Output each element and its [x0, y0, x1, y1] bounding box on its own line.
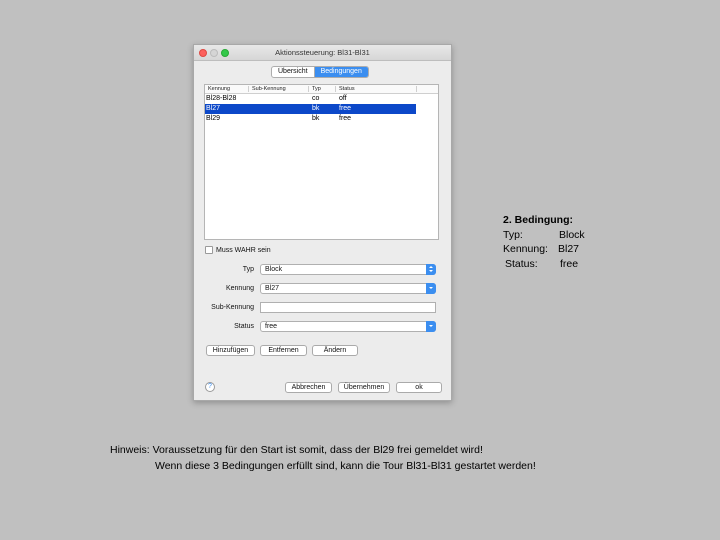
tab-uebersicht[interactable]: Übersicht: [278, 68, 308, 75]
help-icon[interactable]: ?: [205, 382, 215, 392]
tab-bar: [271, 66, 369, 78]
chevron-down-icon: [426, 321, 436, 332]
action-control-window: [193, 44, 452, 401]
annotation-heading: 2. Bedingung:: [503, 214, 573, 226]
annotation-row-typ: [503, 228, 585, 244]
column-divider: [248, 86, 249, 92]
annotation-key: Kennung:: [503, 243, 548, 255]
cell-typ: bk: [312, 105, 320, 112]
column-header-kennung[interactable]: Kennung: [208, 86, 231, 92]
apply-button[interactable]: Übernehmen: [338, 382, 390, 393]
window-titlebar: [194, 45, 451, 61]
table-row[interactable]: [205, 114, 438, 124]
tab-bedingungen[interactable]: Bedingungen: [314, 67, 368, 77]
status-select-value: free: [265, 323, 278, 330]
cancel-button[interactable]: Abbrechen: [285, 382, 332, 393]
column-header-typ[interactable]: Typ: [312, 86, 321, 92]
cell-status: off: [339, 95, 347, 102]
cell-status: free: [339, 105, 352, 112]
annotation-key: Status:: [505, 257, 538, 270]
cell-kennung: Bl27: [206, 105, 221, 112]
kennung-select-value: Bl27: [265, 285, 280, 292]
column-divider: [308, 86, 309, 92]
cell-status: free: [339, 115, 352, 122]
typ-label: Typ: [242, 266, 254, 273]
status-label: Status: [234, 323, 254, 330]
annotation-key: Typ:: [503, 228, 523, 241]
hint-line-1: Hinweis: Voraussetzung für den Start ist somit, dass der Bl29 frei gemeldet wird!: [110, 444, 483, 456]
must-be-true-label: Muss WAHR sein: [216, 246, 271, 254]
conditions-table[interactable]: [204, 84, 439, 240]
cell-typ: bk: [312, 115, 320, 122]
typ-select-value: Block: [265, 266, 283, 273]
must-be-true-row: [205, 246, 271, 254]
kennung-select[interactable]: [260, 283, 436, 294]
column-divider: [416, 86, 417, 92]
selection-highlight: [205, 104, 416, 114]
table-row-selected[interactable]: [205, 104, 438, 114]
annotation-row-status: [503, 257, 579, 273]
sub-kennung-label: Sub-Kennung: [211, 304, 254, 311]
hint-line-2: Wenn diese 3 Bedingungen erfüllt sind, kann die Tour Bl31-Bl31 gestartet werden!: [155, 460, 536, 472]
remove-button[interactable]: Entfernen: [260, 345, 307, 356]
column-header-status[interactable]: Status: [339, 86, 355, 92]
window-title: Aktionssteuerung: Bl31-Bl31: [275, 48, 370, 57]
cell-kennung: Bl29: [206, 115, 221, 122]
column-divider: [335, 86, 336, 92]
updown-chevron-icon: [426, 264, 436, 275]
cell-kennung: Bl28-Bl28: [206, 95, 237, 102]
kennung-label: Kennung: [225, 285, 254, 292]
typ-select[interactable]: [260, 264, 436, 275]
condition-annotation: [503, 214, 585, 272]
table-header: [205, 85, 438, 94]
must-be-true-checkbox[interactable]: [205, 246, 213, 254]
ok-button[interactable]: ok: [396, 382, 442, 393]
status-select[interactable]: [260, 321, 436, 332]
annotation-value: Block: [559, 228, 585, 241]
annotation-row-kennung: [503, 243, 580, 258]
chevron-down-icon: [426, 283, 436, 294]
change-button[interactable]: Ändern: [312, 345, 358, 356]
cell-typ: co: [312, 95, 320, 102]
column-header-sub-kennung[interactable]: Sub-Kennung: [252, 86, 286, 92]
annotation-value: free: [560, 257, 579, 270]
annotation-value: Bl27: [558, 243, 580, 255]
add-button[interactable]: Hinzufügen: [206, 345, 255, 356]
sub-kennung-input[interactable]: [260, 302, 436, 313]
table-row[interactable]: [205, 94, 438, 104]
